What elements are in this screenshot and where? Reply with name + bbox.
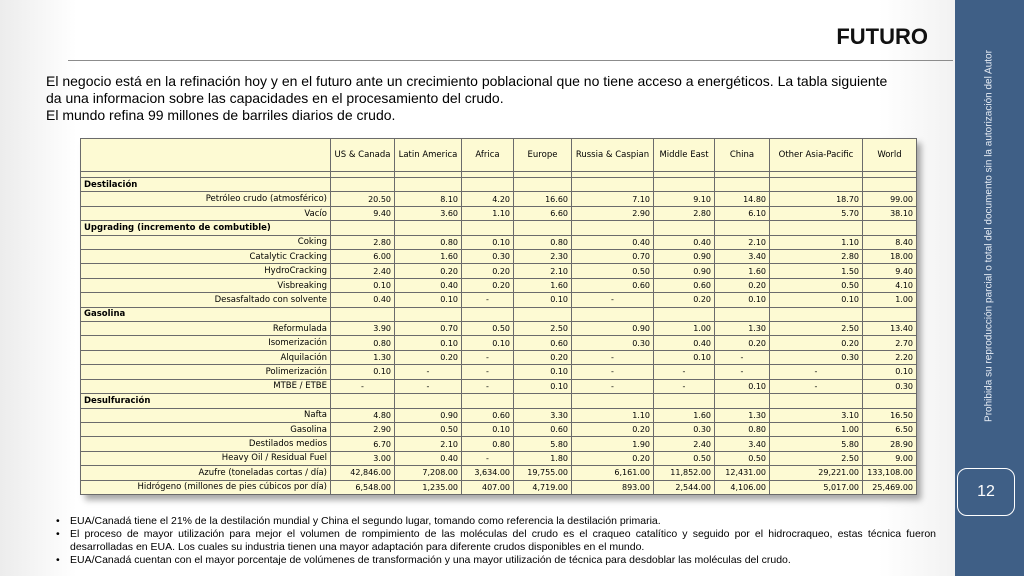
table-cell: 1.30 bbox=[715, 322, 770, 336]
table-cell: - bbox=[331, 379, 395, 393]
table-cell: 2.10 bbox=[715, 235, 770, 249]
table-cell: 2.30 bbox=[514, 250, 572, 264]
table-cell: 13.40 bbox=[863, 322, 917, 336]
row-label: Desasfaltado con solvente bbox=[81, 293, 331, 307]
section-row bbox=[81, 178, 917, 192]
column-header: Other Asia-Pacific bbox=[770, 139, 863, 172]
empty-cell bbox=[514, 178, 572, 192]
table-cell: 0.50 bbox=[654, 451, 715, 465]
bullet-list bbox=[56, 515, 936, 567]
empty-cell bbox=[395, 394, 462, 408]
table-row bbox=[81, 336, 917, 350]
bullet-item: • EUA/Canadá cuentan con el mayor porcentaje de volúmenes de transformación y una mayor utilización de técnica para desdoblar las moléculas del crudo. bbox=[56, 554, 936, 567]
table-cell: 1.00 bbox=[654, 322, 715, 336]
empty-cell bbox=[863, 178, 917, 192]
table-cell: 0.10 bbox=[331, 278, 395, 292]
empty-cell bbox=[514, 221, 572, 235]
section-label: Gasolina bbox=[81, 307, 331, 321]
table-row bbox=[81, 278, 917, 292]
empty-cell bbox=[863, 394, 917, 408]
page-number-badge bbox=[957, 468, 1015, 516]
table-cell: 0.20 bbox=[715, 278, 770, 292]
table-cell: 2.90 bbox=[331, 422, 395, 436]
table-cell: 0.60 bbox=[514, 422, 572, 436]
empty-cell bbox=[572, 307, 654, 321]
table-row bbox=[81, 365, 917, 379]
table-cell: 18.00 bbox=[863, 250, 917, 264]
table-cell: 6.50 bbox=[863, 422, 917, 436]
table-row bbox=[81, 264, 917, 278]
refining-capacity-table bbox=[80, 138, 916, 495]
empty-cell bbox=[572, 221, 654, 235]
row-label: Vacío bbox=[81, 206, 331, 220]
table-cell: 1.80 bbox=[514, 451, 572, 465]
table-cell: - bbox=[462, 293, 514, 307]
table-cell: 0.10 bbox=[462, 235, 514, 249]
table-cell: 0.50 bbox=[462, 322, 514, 336]
table-cell: 4,719.00 bbox=[514, 480, 572, 494]
table-cell: - bbox=[462, 451, 514, 465]
empty-cell bbox=[715, 307, 770, 321]
table-cell: 0.50 bbox=[572, 264, 654, 278]
column-header: Europe bbox=[514, 139, 572, 172]
table-cell: 0.80 bbox=[462, 437, 514, 451]
table-cell: 0.20 bbox=[654, 293, 715, 307]
table-cell: 0.80 bbox=[514, 235, 572, 249]
table-cell: 0.10 bbox=[654, 350, 715, 364]
table-cell: 0.90 bbox=[654, 264, 715, 278]
empty-cell bbox=[514, 394, 572, 408]
title-divider bbox=[68, 60, 953, 61]
empty-cell bbox=[514, 307, 572, 321]
table-cell: 0.70 bbox=[395, 322, 462, 336]
empty-cell bbox=[654, 307, 715, 321]
table-cell: 2.40 bbox=[331, 264, 395, 278]
table-cell: 2.80 bbox=[331, 235, 395, 249]
table-cell: 0.80 bbox=[715, 422, 770, 436]
row-label: Catalytic Cracking bbox=[81, 250, 331, 264]
table-cell: 11,852.00 bbox=[654, 466, 715, 480]
section-label: Destilación bbox=[81, 178, 331, 192]
empty-cell bbox=[715, 394, 770, 408]
table-cell: 0.40 bbox=[331, 293, 395, 307]
table-cell: - bbox=[462, 350, 514, 364]
row-label: MTBE / ETBE bbox=[81, 379, 331, 393]
row-label: Alquilación bbox=[81, 350, 331, 364]
table-cell: 14.80 bbox=[715, 192, 770, 206]
table-cell: 0.10 bbox=[514, 379, 572, 393]
table-cell: 5.80 bbox=[770, 437, 863, 451]
column-header: Middle East bbox=[654, 139, 715, 172]
table-cell: 0.10 bbox=[395, 336, 462, 350]
table-cell: - bbox=[395, 365, 462, 379]
empty-cell bbox=[462, 221, 514, 235]
table-cell: 0.60 bbox=[462, 408, 514, 422]
table-cell: 893.00 bbox=[572, 480, 654, 494]
table-cell: - bbox=[572, 365, 654, 379]
column-header: World bbox=[863, 139, 917, 172]
table-cell: 2.10 bbox=[395, 437, 462, 451]
table-row bbox=[81, 250, 917, 264]
empty-cell bbox=[654, 178, 715, 192]
table-cell: - bbox=[770, 379, 863, 393]
table-cell: 0.40 bbox=[654, 235, 715, 249]
table-cell: 0.30 bbox=[863, 379, 917, 393]
table-cell: 3,634.00 bbox=[462, 466, 514, 480]
table-row bbox=[81, 206, 917, 220]
table-cell: - bbox=[572, 379, 654, 393]
table-cell: 8.10 bbox=[395, 192, 462, 206]
row-label: Hidrógeno (millones de pies cúbicos por día) bbox=[81, 480, 331, 494]
table-cell: 2.50 bbox=[770, 451, 863, 465]
table-cell: 18.70 bbox=[770, 192, 863, 206]
table-cell: 25,469.00 bbox=[863, 480, 917, 494]
empty-cell bbox=[770, 307, 863, 321]
table-cell: 2.50 bbox=[514, 322, 572, 336]
page-title: FUTURO bbox=[836, 24, 928, 49]
table-cell: 0.20 bbox=[770, 336, 863, 350]
table-cell: 0.40 bbox=[572, 235, 654, 249]
empty-cell bbox=[395, 221, 462, 235]
table-cell: 3.30 bbox=[514, 408, 572, 422]
table-cell: 0.10 bbox=[715, 379, 770, 393]
table-cell: 2.10 bbox=[514, 264, 572, 278]
table-cell: - bbox=[462, 365, 514, 379]
bullet-item: • EUA/Canadá tiene el 21% de la destilación mundial y China el segundo lugar, tomando como referencia la destilación primaria. bbox=[56, 515, 936, 528]
table-cell: 2.20 bbox=[863, 350, 917, 364]
table-cell: 0.10 bbox=[331, 365, 395, 379]
bullet-item: • El proceso de mayor utilización para mejor el volumen de rompimiento de las moléculas del crudo es el craqueo catalítico y seguido por el hidrocraqueo, estas técnica fueron desarrolladas en EUA. Los cuales su industria tienen una mayor adaptación para diferente crudos disponibles en el mundo. bbox=[56, 528, 936, 554]
table-cell: 1.30 bbox=[715, 408, 770, 422]
empty-cell bbox=[572, 394, 654, 408]
table-cell: 0.20 bbox=[715, 336, 770, 350]
table-cell: 1.10 bbox=[462, 206, 514, 220]
empty-cell bbox=[770, 178, 863, 192]
table-cell: 0.20 bbox=[514, 350, 572, 364]
table-cell: 2.70 bbox=[863, 336, 917, 350]
table-cell: 2,544.00 bbox=[654, 480, 715, 494]
table-cell: 6.70 bbox=[331, 437, 395, 451]
table-cell: 1.60 bbox=[395, 250, 462, 264]
section-label: Desulfuración bbox=[81, 394, 331, 408]
data-table bbox=[80, 138, 917, 495]
table-cell: 1,235.00 bbox=[395, 480, 462, 494]
table-cell: 0.10 bbox=[514, 365, 572, 379]
intro-line: da una informacion sobre las capacidades en el procesamiento del crudo. bbox=[46, 90, 504, 106]
empty-cell bbox=[462, 394, 514, 408]
empty-cell bbox=[331, 178, 395, 192]
table-cell: 0.10 bbox=[395, 293, 462, 307]
column-header: Russia & Caspian bbox=[572, 139, 654, 172]
table-cell: 7,208.00 bbox=[395, 466, 462, 480]
table-cell: 0.50 bbox=[715, 451, 770, 465]
table-cell: 29,221.00 bbox=[770, 466, 863, 480]
table-cell: 0.40 bbox=[654, 336, 715, 350]
table-cell: 16.60 bbox=[514, 192, 572, 206]
intro-paragraph bbox=[46, 73, 946, 124]
table-cell: 2.80 bbox=[770, 250, 863, 264]
table-cell: 0.20 bbox=[395, 350, 462, 364]
table-cell: - bbox=[572, 350, 654, 364]
table-cell: 1.60 bbox=[654, 408, 715, 422]
empty-cell bbox=[331, 394, 395, 408]
table-cell: 0.60 bbox=[572, 278, 654, 292]
table-cell: 0.20 bbox=[572, 422, 654, 436]
table-cell: 9.40 bbox=[863, 264, 917, 278]
table-cell: 2.50 bbox=[770, 322, 863, 336]
table-row bbox=[81, 408, 917, 422]
row-label: Visbreaking bbox=[81, 278, 331, 292]
table-cell: 2.40 bbox=[654, 437, 715, 451]
table-cell: 4.80 bbox=[331, 408, 395, 422]
table-cell: 1.30 bbox=[331, 350, 395, 364]
table-cell: 4.20 bbox=[462, 192, 514, 206]
table-header-row bbox=[81, 139, 917, 172]
table-cell: 8.40 bbox=[863, 235, 917, 249]
page-number: 12 bbox=[977, 483, 995, 500]
table-cell: 0.20 bbox=[572, 451, 654, 465]
table-cell: 0.90 bbox=[654, 250, 715, 264]
header-corner bbox=[81, 139, 331, 172]
table-cell: 0.20 bbox=[462, 278, 514, 292]
empty-cell bbox=[331, 307, 395, 321]
table-cell: 2.80 bbox=[654, 206, 715, 220]
table-cell: 4.10 bbox=[863, 278, 917, 292]
table-cell: - bbox=[654, 379, 715, 393]
table-cell: 5.70 bbox=[770, 206, 863, 220]
table-cell: 1.90 bbox=[572, 437, 654, 451]
table-cell: - bbox=[572, 293, 654, 307]
table-cell: 9.00 bbox=[863, 451, 917, 465]
intro-line: El mundo refina 99 millones de barriles diarios de crudo. bbox=[46, 107, 396, 123]
column-header: Latin America bbox=[395, 139, 462, 172]
table-cell: 6,161.00 bbox=[572, 466, 654, 480]
row-label: Isomerización bbox=[81, 336, 331, 350]
empty-cell bbox=[863, 221, 917, 235]
empty-cell bbox=[770, 221, 863, 235]
table-cell: 0.70 bbox=[572, 250, 654, 264]
row-label: Coking bbox=[81, 235, 331, 249]
intro-line: El negocio está en la refinación hoy y en el futuro ante un crecimiento poblacional que no tiene acceso a energéticos. La tabla siguiente bbox=[46, 73, 888, 89]
column-header: US & Canada bbox=[331, 139, 395, 172]
row-label: Polimerización bbox=[81, 365, 331, 379]
table-cell: 0.10 bbox=[462, 336, 514, 350]
empty-cell bbox=[715, 178, 770, 192]
empty-cell bbox=[462, 178, 514, 192]
table-cell: - bbox=[715, 350, 770, 364]
column-header: Africa bbox=[462, 139, 514, 172]
table-row bbox=[81, 192, 917, 206]
table-cell: 3.10 bbox=[770, 408, 863, 422]
copyright-notice: Prohibida su reproducción parcial o total del documento sin la autorización del Autor bbox=[983, 50, 995, 422]
table-cell: 0.50 bbox=[395, 422, 462, 436]
row-label: Nafta bbox=[81, 408, 331, 422]
table-cell: 0.80 bbox=[331, 336, 395, 350]
section-row bbox=[81, 394, 917, 408]
table-row bbox=[81, 466, 917, 480]
table-cell: 3.40 bbox=[715, 437, 770, 451]
table-cell: 0.10 bbox=[462, 422, 514, 436]
table-cell: 1.10 bbox=[572, 408, 654, 422]
table-cell: 0.60 bbox=[654, 278, 715, 292]
table-row bbox=[81, 422, 917, 436]
empty-cell bbox=[863, 307, 917, 321]
empty-cell bbox=[572, 178, 654, 192]
empty-cell bbox=[654, 221, 715, 235]
table-cell: 6,548.00 bbox=[331, 480, 395, 494]
table-row bbox=[81, 350, 917, 364]
table-cell: 42,846.00 bbox=[331, 466, 395, 480]
table-cell: 0.30 bbox=[462, 250, 514, 264]
table-cell: - bbox=[462, 379, 514, 393]
table-cell: 20.50 bbox=[331, 192, 395, 206]
table-cell: - bbox=[715, 365, 770, 379]
table-cell: 0.80 bbox=[395, 235, 462, 249]
table-cell: 0.10 bbox=[514, 293, 572, 307]
empty-cell bbox=[462, 307, 514, 321]
table-cell: 0.10 bbox=[715, 293, 770, 307]
table-cell: 1.00 bbox=[863, 293, 917, 307]
table-cell: 99.00 bbox=[863, 192, 917, 206]
table-cell: 133,108.00 bbox=[863, 466, 917, 480]
table-row bbox=[81, 322, 917, 336]
table-cell: 0.20 bbox=[462, 264, 514, 278]
table-cell: 12,431.00 bbox=[715, 466, 770, 480]
table-cell: 4,106.00 bbox=[715, 480, 770, 494]
table-cell: 0.20 bbox=[395, 264, 462, 278]
section-label: Upgrading (incremento de combutible) bbox=[81, 221, 331, 235]
table-cell: 2.90 bbox=[572, 206, 654, 220]
table-cell: 6.60 bbox=[514, 206, 572, 220]
table-cell: 1.60 bbox=[715, 264, 770, 278]
table-cell: - bbox=[770, 365, 863, 379]
row-label: Azufre (toneladas cortas / día) bbox=[81, 466, 331, 480]
table-cell: 0.30 bbox=[654, 422, 715, 436]
table-cell: 7.10 bbox=[572, 192, 654, 206]
section-row bbox=[81, 221, 917, 235]
table-cell: 1.10 bbox=[770, 235, 863, 249]
table-row bbox=[81, 437, 917, 451]
empty-cell bbox=[770, 394, 863, 408]
table-row bbox=[81, 480, 917, 494]
table-cell: 38.10 bbox=[863, 206, 917, 220]
table-cell: 16.50 bbox=[863, 408, 917, 422]
table-cell: 1.50 bbox=[770, 264, 863, 278]
table-cell: 3.00 bbox=[331, 451, 395, 465]
empty-cell bbox=[395, 178, 462, 192]
table-cell: 1.00 bbox=[770, 422, 863, 436]
table-cell: 0.30 bbox=[770, 350, 863, 364]
empty-cell bbox=[331, 221, 395, 235]
table-cell: 0.90 bbox=[395, 408, 462, 422]
empty-cell bbox=[715, 221, 770, 235]
table-row bbox=[81, 293, 917, 307]
table-cell: 6.10 bbox=[715, 206, 770, 220]
row-label: Gasolina bbox=[81, 422, 331, 436]
table-cell: 0.10 bbox=[770, 293, 863, 307]
table-cell: 3.40 bbox=[715, 250, 770, 264]
table-cell: 0.50 bbox=[770, 278, 863, 292]
table-cell: 1.60 bbox=[514, 278, 572, 292]
table-cell: 0.40 bbox=[395, 451, 462, 465]
empty-cell bbox=[395, 307, 462, 321]
table-cell: 0.40 bbox=[395, 278, 462, 292]
row-label: Reformulada bbox=[81, 322, 331, 336]
table-cell: - bbox=[395, 379, 462, 393]
table-cell: 407.00 bbox=[462, 480, 514, 494]
row-label: HydroCracking bbox=[81, 264, 331, 278]
table-row bbox=[81, 235, 917, 249]
table-cell: 9.10 bbox=[654, 192, 715, 206]
table-cell: 3.90 bbox=[331, 322, 395, 336]
table-cell: 3.60 bbox=[395, 206, 462, 220]
column-header: China bbox=[715, 139, 770, 172]
table-cell: 5.80 bbox=[514, 437, 572, 451]
empty-cell bbox=[654, 394, 715, 408]
row-label: Destilados medios bbox=[81, 437, 331, 451]
table-cell: - bbox=[654, 365, 715, 379]
table-cell: 0.60 bbox=[514, 336, 572, 350]
table-row bbox=[81, 379, 917, 393]
table-cell: 19,755.00 bbox=[514, 466, 572, 480]
table-cell: 0.90 bbox=[572, 322, 654, 336]
table-cell: 5,017.00 bbox=[770, 480, 863, 494]
table-cell: 28.90 bbox=[863, 437, 917, 451]
table-cell: 0.10 bbox=[863, 365, 917, 379]
row-label: Heavy Oil / Residual Fuel bbox=[81, 451, 331, 465]
section-row bbox=[81, 307, 917, 321]
table-cell: 9.40 bbox=[331, 206, 395, 220]
row-label: Petróleo crudo (atmosférico) bbox=[81, 192, 331, 206]
table-cell: 6.00 bbox=[331, 250, 395, 264]
table-cell: 0.30 bbox=[572, 336, 654, 350]
table-row bbox=[81, 451, 917, 465]
